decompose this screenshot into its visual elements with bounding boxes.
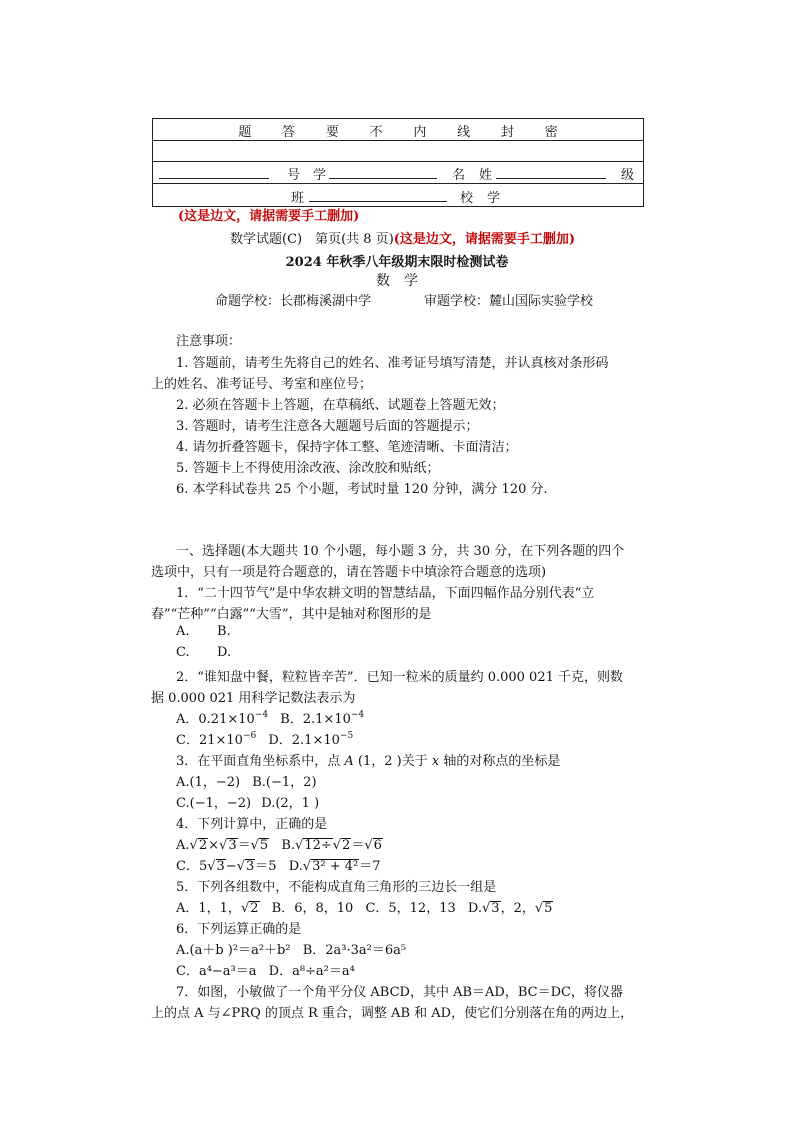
q1-option-b: B. <box>217 624 231 639</box>
q5-option-c: C．5，12，13 <box>365 901 456 916</box>
radicand: 5 <box>259 838 269 853</box>
q3-options-ab <box>176 771 317 790</box>
notice-item: 1. 答题前，请考生先将自己的姓名、准考证号填写清楚，并认真核对条形码 <box>176 356 609 371</box>
grade-underline[interactable] <box>496 164 606 179</box>
page-info-text: 数学试题(C) 第页(共 8 页) <box>230 232 394 247</box>
q5-option-d: D. <box>467 901 482 916</box>
setter-school: 命题学校：长郡梅溪湖中学 <box>215 294 372 309</box>
radical-icon: √ <box>189 838 198 853</box>
equals-sign: ＝ <box>237 838 251 853</box>
notice-item: 上的姓名、准考证号、考室和座位号； <box>151 377 373 392</box>
q2-option-a-exp: −4 <box>254 709 269 720</box>
q4-options-cd <box>176 855 381 874</box>
seal-char: 答 <box>282 125 296 140</box>
notice-heading: 注意事项： <box>176 334 242 349</box>
q5-options <box>176 897 553 916</box>
label-xiao: 校 <box>460 191 474 206</box>
q3-option-a: A.(1，−2) <box>176 775 241 790</box>
radical-icon: √ <box>240 901 250 916</box>
q2-option-d: D．2.1×10 <box>268 733 340 748</box>
q4-option-d: D. <box>288 859 303 874</box>
label-xue: 学 <box>313 168 327 183</box>
equals-sign: ＝5 <box>255 859 277 874</box>
notice-item: 4. 请勿折叠答题卡，保持字体工整、笔迹清晰、卡面清洁； <box>176 440 518 455</box>
notice-item: 5. 答题卡上不得使用涂改液、涂改胶和贴纸； <box>176 461 440 476</box>
q1-stem: 1．“二十四节气”是中华农耕文明的智慧结晶，下面四幅作品分别代表“立 <box>176 586 595 601</box>
section-heading-cont: 选项中，只有一项是符合题意的，请在答题卡中填涂符合题意的选项) <box>151 565 547 580</box>
label-xing: 姓 <box>479 168 493 183</box>
notice-item: 6. 本学科试卷共 25 个小题，考试时量 120 分钟，满分 120 分. <box>176 482 548 497</box>
radicand: 3 <box>216 859 225 874</box>
page-info <box>230 228 575 247</box>
class-underline[interactable] <box>309 187 447 202</box>
q3-point-a: A <box>344 754 354 769</box>
radical-icon: √ <box>364 838 373 853</box>
q2-option-c-exp: −6 <box>242 730 257 741</box>
radical-icon: √ <box>534 901 544 916</box>
q1-option-a: A. <box>176 624 190 639</box>
radical-icon: √ <box>250 838 259 853</box>
q2-option-b: B．2.1×10 <box>280 712 351 727</box>
q2-options-cd <box>176 729 353 748</box>
equals-sign: ＝7 <box>359 859 381 874</box>
radical-icon: √ <box>481 901 491 916</box>
seal-title <box>153 121 643 140</box>
q1-option-c: C. <box>176 645 190 660</box>
q4-option-b: B. <box>281 838 296 853</box>
q5-option-b: B．6，8，10 <box>271 901 354 916</box>
radicand: 2 <box>250 901 259 916</box>
name-underline[interactable] <box>329 164 437 179</box>
label-ji: 级 <box>621 168 635 183</box>
q3-option-c: C.(−1，−2) <box>176 796 252 811</box>
radicand: 3² + 4² <box>312 859 359 874</box>
radical-icon: √ <box>302 859 312 874</box>
seal-char: 线 <box>457 125 471 140</box>
seal-title-row <box>153 119 643 141</box>
q2-option-d-exp: −5 <box>339 730 354 741</box>
radicand: 3 <box>246 859 255 874</box>
q2-stem: 2．“谁知盘中餐，粒粒皆辛苦”．已知一粒米的质量约 0.000 021 千克，则数 <box>176 670 623 685</box>
seal-char: 密 <box>544 125 558 140</box>
q7-stem-cont: 上的点 A 与∠PRQ 的顶点 R 重合，调整 AB 和 AD，使它们分别落在角的两边上， <box>151 1006 634 1021</box>
seal-blank-row <box>153 141 643 162</box>
q6-option-b: B．2a³·3a²＝6a⁵ <box>302 943 407 958</box>
times-sign: × <box>208 838 220 853</box>
q4-options-ab <box>176 834 383 853</box>
exam-title: 2024 年秋季八年级期末限时检测试卷 <box>285 255 509 270</box>
q2-option-c: C．21×10 <box>176 733 243 748</box>
radicand: 2 <box>342 838 351 853</box>
label-ming: 名 <box>452 168 466 183</box>
equals-sign: ＝ <box>351 838 365 853</box>
q2-option-b-exp: −4 <box>350 709 365 720</box>
q2-stem-cont: 据 0.000 021 用科学记数法表示为 <box>151 691 356 706</box>
subject-title: 数 学 <box>376 273 418 289</box>
q6-stem: 6．下列运算正确的是 <box>176 922 302 937</box>
q6-options-cd <box>176 960 355 979</box>
q6-option-c: C．a⁴−a³＝a <box>176 964 257 979</box>
radical-icon: √ <box>295 838 304 853</box>
exam-number-underline[interactable] <box>159 164 269 179</box>
radicand: 3 <box>491 901 500 916</box>
q2-option-a: A．0.21×10 <box>176 712 255 727</box>
radicand: 3 <box>228 838 237 853</box>
q3-var-x: x <box>431 754 440 769</box>
seal-box <box>152 118 644 207</box>
reviewer-school: 审题学校：麓山国际实验学校 <box>424 294 594 309</box>
q2-options-ab <box>176 708 364 727</box>
minus-sign: − <box>225 859 237 874</box>
label-hao: 号 <box>287 168 301 183</box>
q3-stem-c: (1，2 )关于 <box>353 754 432 769</box>
radical-icon: √ <box>236 859 245 874</box>
label-xue2: 学 <box>487 191 501 206</box>
page-info-note: (这是边文，请据需要手工删加) <box>393 232 576 247</box>
separator: ，2， <box>500 901 535 916</box>
seal-char: 题 <box>238 125 252 140</box>
radical-icon: √ <box>219 838 228 853</box>
radicand: 12÷ <box>304 838 332 853</box>
radicand: 6 <box>373 838 382 853</box>
label-ban: 班 <box>291 191 305 206</box>
q5-stem: 5．下列各组数中，不能构成直角三角形的三边长一组是 <box>176 880 497 895</box>
q1-option-d: D. <box>217 645 232 660</box>
seal-char: 封 <box>500 125 514 140</box>
radicand: 5 <box>544 901 553 916</box>
q1-stem-cont: 春”“芒种”“白露”“大雪”，其中是轴对称图形的是 <box>151 607 432 622</box>
q6-options-ab <box>176 939 406 958</box>
seal-info-row <box>153 162 643 184</box>
q3-option-d: D.(2，1 ) <box>261 796 320 811</box>
q3-stem <box>176 750 560 769</box>
q3-option-b: B.(−1，2) <box>252 775 317 790</box>
q7-stem: 7．如图，小敏做了一个角平分仪 ABCD，其中 AB＝AD，BC＝DC，将仪器 <box>176 985 623 1000</box>
q6-option-d: D．a⁸÷a²＝a⁴ <box>268 964 355 979</box>
radicand: 2 <box>198 838 208 853</box>
q4-option-c: C．5 <box>176 859 208 874</box>
q3-stem-e: 轴的对称点的坐标是 <box>439 754 561 769</box>
radical-icon: √ <box>207 859 216 874</box>
q3-stem-a: 3．在平面直角坐标系中，点 <box>176 754 345 769</box>
seal-char: 内 <box>413 125 427 140</box>
edge-note: (这是边文，请据需要手工删加) <box>178 209 360 224</box>
q3-options-cd <box>176 792 319 811</box>
section-heading: 一、选择题(本大题共 10 个小题，每小题 3 分，共 30 分，在下列各题的四个 <box>176 544 625 559</box>
radical-icon: √ <box>332 838 342 853</box>
seal-school-row <box>153 184 643 206</box>
seal-char: 要 <box>325 125 339 140</box>
q6-option-a: A.(a＋b )²＝a²＋b² <box>176 943 291 958</box>
q4-option-a: A. <box>176 838 190 853</box>
notice-item: 3. 答题时，请考生注意各大题题号后面的答题提示； <box>176 419 479 434</box>
seal-char: 不 <box>369 125 383 140</box>
q4-stem: 4．下列计算中，正确的是 <box>176 817 328 832</box>
notice-item: 2. 必须在答题卡上答题，在草稿纸、试题卷上答题无效； <box>176 398 505 413</box>
q5-option-a: A．1，1， <box>176 901 241 916</box>
